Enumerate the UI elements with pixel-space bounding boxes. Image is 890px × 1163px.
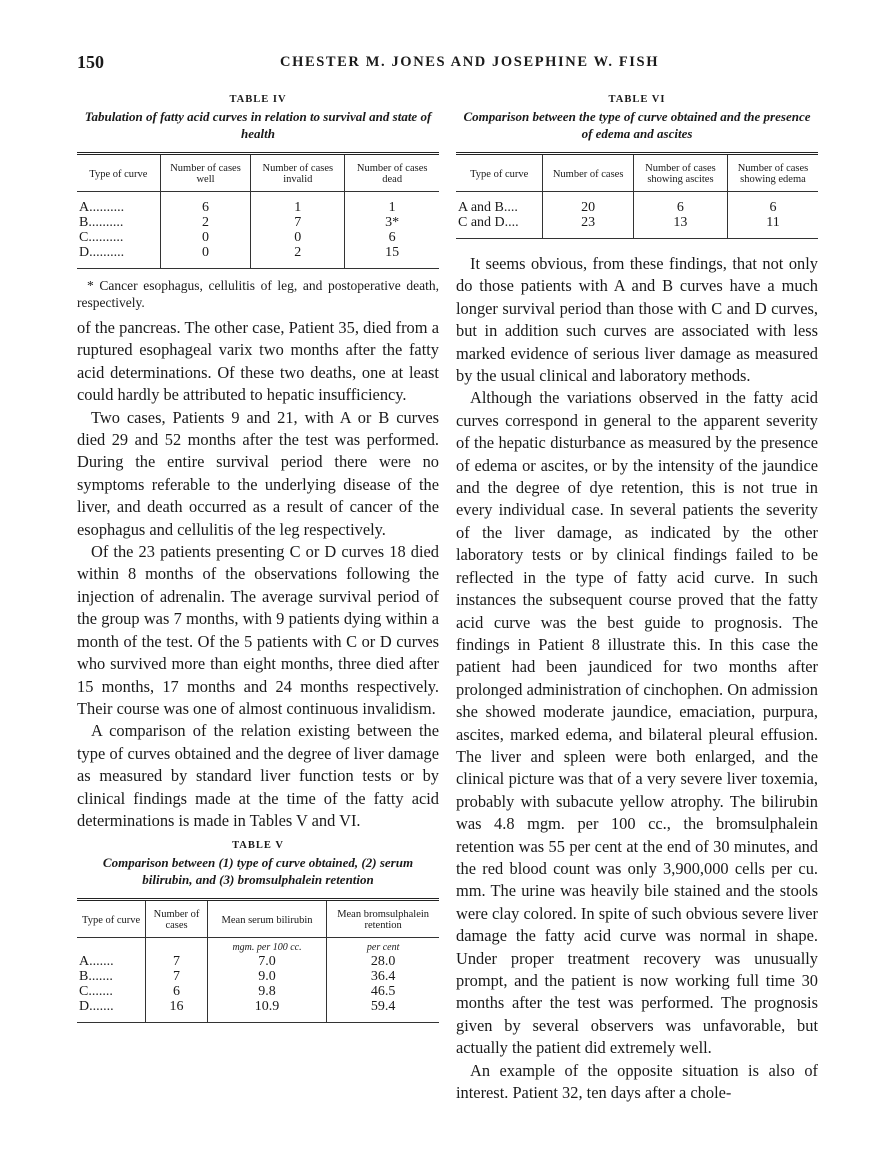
- table-vi-grid: [456, 152, 818, 239]
- table-row: [77, 999, 439, 1023]
- table-row: [456, 192, 818, 216]
- cell: 36.4: [327, 969, 439, 984]
- cell: 6: [727, 192, 818, 216]
- column-header: Number of cases: [146, 900, 208, 938]
- cell: 46.5: [327, 984, 439, 999]
- column-header: Number of cases well: [160, 154, 251, 192]
- cell: 6: [345, 230, 439, 245]
- table-row: [77, 245, 439, 269]
- row-label: C.......: [79, 984, 113, 1000]
- cell: 11: [727, 215, 818, 239]
- row-label: D..........: [79, 245, 125, 260]
- table-v-caption: Comparison between (1) type of curve obtained, (2) serum bilirubin, and (3) bromsulphalein retention: [102, 855, 414, 888]
- column-header: Type of curve: [77, 154, 160, 192]
- table-iv-label: TABLE IV: [229, 94, 287, 105]
- cell: 9.8: [207, 984, 326, 999]
- cell: 28.0: [327, 954, 439, 969]
- row-label: A and B....: [458, 200, 518, 215]
- body-paragraph: Although the variations observed in the fatty acid curves correspond in general to the apparent severity of the hepatic disturbance as measured by the presence of edema or ascites, or by the intensity of the jaundice and the degree of dye retention, this is not true in every individual case. In several patients the severity of the liver damage, as indicated by the other laboratory tests or by clinical findings failed to be reflected in the type of fatty acid curve. In such instances the subsequent course proved that the fatty acid curve was the best guide to prognosis. The findings in Patient 8 illustrate this. In this case the patient had been jaundiced for two months after prolonged administration of cinchophen. On admission she showed moderate jaundice, emaciation, purpura, ascites, marked edema, and bilateral pleural effusion. The liver and spleen were both enlarged, and the clinical picture was that of a very severe liver toxemia, probably with subacute yellow atrophy. The bilirubin was 4.8 mgm. per 100 cc., the bromsulphalein retention was 55 per cent at the end of 30 minutes, and the red blood count was only 3,900,000 cells per cu. mm. The urine was heavily bile stained and the stools were clay colored. In spite of such obvious severe liver damage the fatty acid curve was normal in shape. Under proper treatment recovery was unusually prompt, and the patient is now working full time 30 months after the test was performed. The prognosis given by several observers was unfavorable, but actually the patient did extremely well.: [456, 388, 818, 1058]
- cell: 3*: [345, 215, 439, 230]
- table-iv: [77, 94, 439, 311]
- table-header-row: [77, 900, 439, 938]
- row-label: A.......: [79, 954, 114, 970]
- cell: 10.9: [207, 999, 326, 1023]
- table-header-row: [77, 154, 439, 192]
- table-v-grid: [77, 898, 439, 1023]
- body-paragraph: of the pancreas. The other case, Patient 35, died from a ruptured esophageal varix two months after the fatty acid determinations. Of these two deaths, one at least could hardly be attributed to hepatic insufficiency.: [77, 318, 439, 405]
- body-paragraph: Two cases, Patients 9 and 21, with A or B curves died 29 and 52 months after the test was performed. During the entire survival period there were no symptoms referable to the underlying disease of the liver, and death occurred as a result of cancer of the esophagus and cellulitis of the leg respectively.: [77, 407, 439, 539]
- row-label: C and D....: [458, 215, 519, 230]
- row-label: B..........: [79, 215, 124, 230]
- unit-cell: per cent: [327, 938, 439, 955]
- table-iv-caption: Tabulation of fatty acid curves in relation to survival and state of health: [84, 109, 432, 141]
- table-iv-footnote: * Cancer esophagus, cellulitis of leg, and postoperative death, respectively.: [77, 278, 439, 310]
- table-v-label: TABLE V: [232, 840, 284, 852]
- column-header: Number of cases invalid: [251, 154, 345, 192]
- column-header: Mean bromsulphalein retention: [327, 900, 439, 938]
- cell: 6: [633, 192, 727, 216]
- body-paragraph: It seems obvious, from these findings, that not only do those patients with A and B curves have a much longer survival period than those with C and D curves, but in addition such curves are associated with less marked evidence of serious liver damage as measured by the usual clinical and laboratory methods.: [456, 254, 818, 386]
- cell: 16: [146, 999, 208, 1023]
- column-header: Number of cases: [543, 154, 634, 192]
- body-paragraph: Of the 23 patients presenting C or D curves 18 died within 8 months of the observations following the injection of adrenalin. The average survival period of the group was 7 months, with 9 patients dying within a month of the test. Of the 5 patients with C or D curves who survived more than eight months, three died after 15 months, 17 months and 24 months respectively. Their course was one of almost continuous invalidism.: [77, 542, 439, 718]
- cell: 1: [345, 192, 439, 216]
- cell: 6: [146, 984, 208, 999]
- cell: 7: [146, 969, 208, 984]
- column-header: Type of curve: [456, 154, 543, 192]
- cell: 23: [543, 215, 634, 239]
- cell: 0: [251, 230, 345, 245]
- table-row: [77, 984, 439, 999]
- row-label: D.......: [79, 999, 114, 1015]
- cell: 2: [160, 215, 251, 230]
- unit-cell: [146, 938, 208, 955]
- table-vi-label: TABLE VI: [608, 94, 666, 105]
- table-row: [77, 215, 439, 230]
- column-header: Mean serum bilirubin: [207, 900, 326, 938]
- table-row: [77, 192, 439, 216]
- cell: 7: [146, 954, 208, 969]
- cell: 6: [160, 192, 251, 216]
- row-label: A..........: [79, 200, 125, 215]
- table-v: [77, 840, 439, 1023]
- cell: 59.4: [327, 999, 439, 1023]
- table-row: [77, 954, 439, 969]
- table-header-row: [456, 154, 818, 192]
- left-column: [77, 90, 439, 1023]
- cell: 15: [345, 245, 439, 269]
- cell: 20: [543, 192, 634, 216]
- table-row: [456, 215, 818, 239]
- table-vi-caption: Comparison between the type of curve obtained and the presence of edema and ascites: [463, 109, 811, 141]
- column-header: Number of cases showing ascites: [633, 154, 727, 192]
- cell: 0: [160, 230, 251, 245]
- column-header: Number of cases dead: [345, 154, 439, 192]
- table-row: [77, 969, 439, 984]
- table-iv-grid: [77, 152, 439, 269]
- units-row: [77, 938, 439, 955]
- cell: 7.0: [207, 954, 326, 969]
- row-label: C..........: [79, 230, 124, 245]
- cell: 9.0: [207, 969, 326, 984]
- body-paragraph: A comparison of the relation existing between the type of curves obtained and the degree of liver damage as measured by standard liver function tests or by clinical findings made at the time of the fatty acid determinations is made in Tables V and VI.: [77, 721, 439, 830]
- right-column: [456, 90, 818, 1104]
- table-vi: [456, 94, 818, 239]
- cell: 0: [160, 245, 251, 269]
- unit-cell: mgm. per 100 cc.: [207, 938, 326, 955]
- cell: 13: [633, 215, 727, 239]
- unit-cell: [77, 938, 146, 955]
- cell: 2: [251, 245, 345, 269]
- table-row: [77, 230, 439, 245]
- running-head: CHESTER M. JONES AND JOSEPHINE W. FISH: [280, 54, 660, 70]
- cell: 7: [251, 215, 345, 230]
- body-paragraph: An example of the opposite situation is also of interest. Patient 32, ten days after a chole-: [456, 1060, 818, 1103]
- column-header: Type of curve: [77, 900, 146, 938]
- cell: 1: [251, 192, 345, 216]
- page-number: 150: [77, 52, 104, 72]
- column-header: Number of cases showing edema: [727, 154, 818, 192]
- row-label: B.......: [79, 969, 113, 985]
